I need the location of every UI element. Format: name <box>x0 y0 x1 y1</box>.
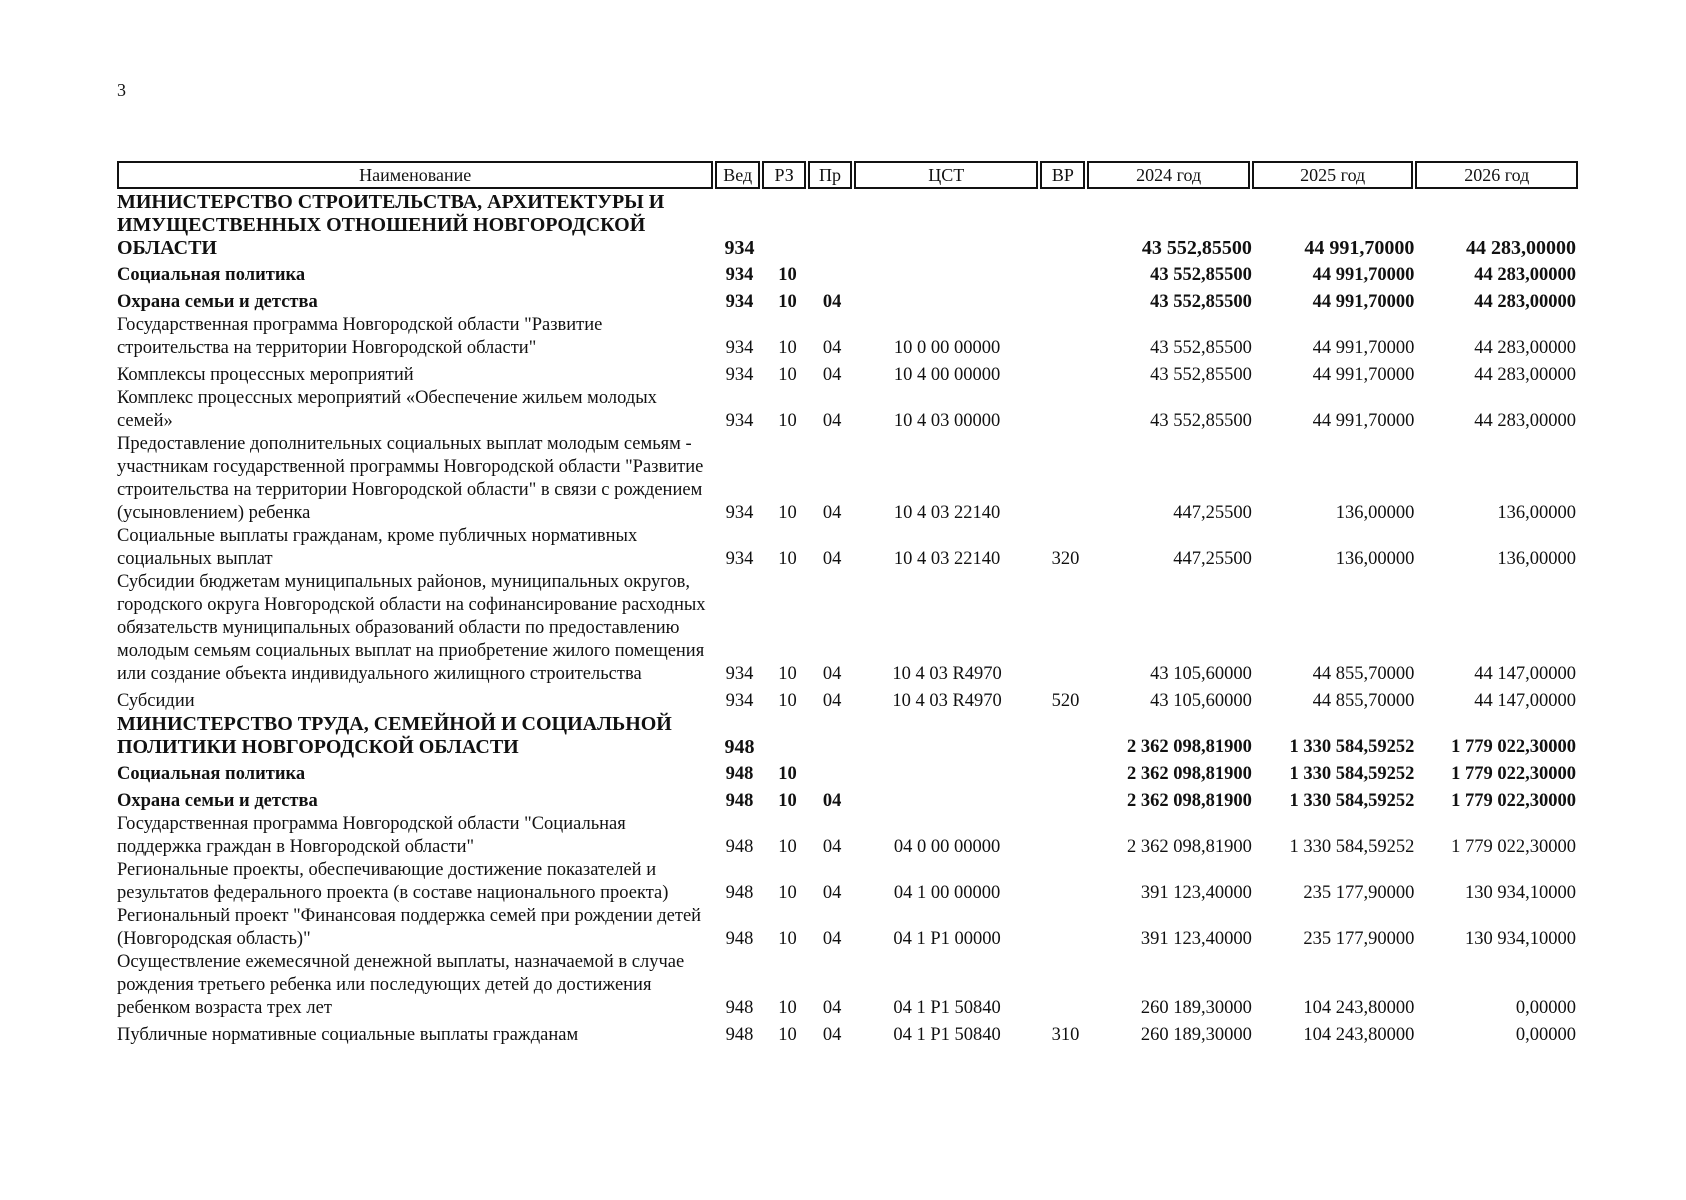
table-row <box>117 387 1578 433</box>
row-name: Публичные нормативные социальные выплаты гражданам <box>117 1025 579 1045</box>
table-row <box>117 951 1578 1020</box>
row-ved: 948 <box>725 791 754 811</box>
row-rz: 10 <box>778 503 797 523</box>
row-name: Охрана семьи и детства <box>117 292 318 312</box>
row-ved: 948 <box>725 929 754 949</box>
row-2026: 1 779 022,30000 <box>1451 737 1576 757</box>
row-cst: 04 1 Р1 50840 <box>893 998 1001 1018</box>
row-2025: 44 991,70000 <box>1312 265 1415 285</box>
row-vr: 310 <box>1051 1025 1080 1045</box>
row-rz: 10 <box>778 338 797 358</box>
row-cst: 10 4 03 22140 <box>893 503 1001 523</box>
row-name: МИНИСТЕРСТВО СТРОИТЕЛЬСТВА, АРХИТЕКТУРЫ И ИМУЩЕСТВЕННЫХ ОТНОШЕНИЙ НОВГОРОДСКОЙ ОБЛАСТИ <box>117 191 665 259</box>
row-2025: 136,00000 <box>1335 549 1415 569</box>
header-2025: 2025 год <box>1252 161 1414 189</box>
row-cst: 10 4 00 00000 <box>893 365 1001 385</box>
row-2024: 2 362 098,81900 <box>1126 764 1252 784</box>
row-ved: 948 <box>725 883 754 903</box>
row-2025: 1 330 584,59252 <box>1289 837 1415 857</box>
row-2026: 44 283,00000 <box>1466 237 1576 259</box>
row-pr: 04 <box>822 929 842 949</box>
row-cst: 10 4 03 R4970 <box>892 691 1002 711</box>
row-2026: 44 283,00000 <box>1474 265 1576 285</box>
row-pr: 04 <box>822 998 842 1018</box>
row-2026: 130 934,10000 <box>1465 883 1576 903</box>
row-ved: 934 <box>725 691 754 711</box>
row-ved: 948 <box>725 998 754 1018</box>
header-rz: РЗ <box>762 161 806 189</box>
table-row <box>117 713 1578 759</box>
row-2026: 0,00000 <box>1515 998 1576 1018</box>
row-name: Государственная программа Новгородской области "Развитие строительства на территории Новгородской области" <box>117 315 603 358</box>
table-row <box>117 525 1578 571</box>
row-rz: 10 <box>778 764 797 784</box>
row-2024: 2 362 098,81900 <box>1126 737 1252 757</box>
row-pr: 04 <box>822 664 842 684</box>
row-2024: 43 552,85500 <box>1150 411 1252 431</box>
row-2024: 2 362 098,81900 <box>1126 791 1252 811</box>
row-pr: 04 <box>822 411 842 431</box>
row-2025: 44 855,70000 <box>1312 664 1415 684</box>
row-2024: 447,25500 <box>1173 549 1252 569</box>
row-2025: 136,00000 <box>1335 503 1415 523</box>
row-2026: 0,00000 <box>1515 1025 1576 1045</box>
row-2024: 391 123,40000 <box>1140 883 1252 903</box>
row-2025: 44 991,70000 <box>1304 237 1415 259</box>
row-name: Государственная программа Новгородской области "Социальная поддержка граждан в Новгородской области" <box>117 814 626 857</box>
table-row <box>117 314 1578 360</box>
row-name: Осуществление ежемесячной денежной выплаты, назначаемой в случае рождения третьего ребенка или последующих детей до достижения ребенком возраста трех лет <box>117 952 685 1018</box>
row-pr: 04 <box>822 691 842 711</box>
header-2026: 2026 год <box>1415 161 1578 189</box>
row-ved: 934 <box>725 411 754 431</box>
row-name: Региональные проекты, обеспечивающие достижение показателей и результатов федерального проекта (в составе национального проекта) <box>117 860 669 903</box>
row-cst: 10 4 03 R4970 <box>892 664 1002 684</box>
row-2025: 44 991,70000 <box>1312 365 1415 385</box>
row-pr: 04 <box>822 292 842 312</box>
row-2025: 235 177,90000 <box>1303 883 1415 903</box>
row-name: Социальная политика <box>117 764 306 784</box>
table-row <box>117 1024 1578 1047</box>
row-2026: 44 283,00000 <box>1474 338 1576 358</box>
row-ved: 948 <box>725 837 754 857</box>
row-2025: 44 991,70000 <box>1312 411 1415 431</box>
row-name: МИНИСТЕРСТВО ТРУДА, СЕМЕЙНОЙ И СОЦИАЛЬНОЙ ПОЛИТИКИ НОВГОРОДСКОЙ ОБЛАСТИ <box>117 713 672 758</box>
row-name: Социальная политика <box>117 265 306 285</box>
table-row <box>117 571 1578 686</box>
row-rz: 10 <box>778 998 797 1018</box>
row-cst: 04 1 Р1 00000 <box>893 929 1001 949</box>
budget-table <box>117 161 1578 1047</box>
row-pr: 04 <box>822 503 842 523</box>
row-ved: 934 <box>725 292 754 312</box>
row-2024: 43 105,60000 <box>1150 664 1252 684</box>
row-2026: 1 779 022,30000 <box>1451 837 1576 857</box>
row-2024: 43 105,60000 <box>1150 691 1252 711</box>
row-ved: 934 <box>725 365 754 385</box>
row-2025: 44 991,70000 <box>1312 338 1415 358</box>
header-cst: ЦСТ <box>854 161 1038 189</box>
row-2026: 44 283,00000 <box>1474 365 1576 385</box>
row-2026: 136,00000 <box>1497 503 1576 523</box>
header-pr: Пр <box>808 161 852 189</box>
table-row <box>117 291 1578 314</box>
row-name: Предоставление дополнительных социальных выплат молодым семьям - участникам государственной программы Новгородской области "Развитие строительства на территории Новгородской области" в связи с рождением (усыновлением) ребенка <box>117 434 704 523</box>
row-rz: 10 <box>778 664 797 684</box>
row-rz: 10 <box>778 837 797 857</box>
row-2026: 136,00000 <box>1497 549 1576 569</box>
row-pr: 04 <box>822 549 842 569</box>
header-name: Наименование <box>117 161 713 189</box>
header-2024: 2024 год <box>1087 161 1250 189</box>
row-rz: 10 <box>778 791 797 811</box>
row-2024: 43 552,85500 <box>1150 265 1252 285</box>
row-ved: 948 <box>725 764 754 784</box>
table-row <box>117 690 1578 713</box>
row-name: Региональный проект "Финансовая поддержка семей при рождении детей (Новгородская область)" <box>117 906 702 949</box>
row-2025: 1 330 584,59252 <box>1289 737 1415 757</box>
row-rz: 10 <box>778 691 797 711</box>
header-vr: ВР <box>1040 161 1085 189</box>
row-pr: 04 <box>822 365 842 385</box>
row-rz: 10 <box>778 292 797 312</box>
row-name: Охрана семьи и детства <box>117 791 318 811</box>
row-2025: 44 855,70000 <box>1312 691 1415 711</box>
row-2026: 44 147,00000 <box>1474 664 1576 684</box>
row-cst: 10 4 03 22140 <box>893 549 1001 569</box>
row-pr: 04 <box>822 791 842 811</box>
row-rz: 10 <box>778 1025 797 1045</box>
table-header <box>117 161 1578 189</box>
row-2026: 130 934,10000 <box>1465 929 1576 949</box>
row-rz: 10 <box>778 549 797 569</box>
row-rz: 10 <box>778 411 797 431</box>
row-2025: 1 330 584,59252 <box>1289 791 1415 811</box>
row-2025: 44 991,70000 <box>1312 292 1415 312</box>
row-pr: 04 <box>822 338 842 358</box>
row-cst: 04 1 00 00000 <box>893 883 1001 903</box>
table-row <box>117 859 1578 905</box>
row-ved: 934 <box>725 503 754 523</box>
row-pr: 04 <box>822 1025 842 1045</box>
row-cst: 04 0 00 00000 <box>893 837 1001 857</box>
row-rz: 10 <box>778 883 797 903</box>
row-cst: 04 1 Р1 50840 <box>893 1025 1001 1045</box>
page-number: 3 <box>117 80 126 100</box>
row-ved: 934 <box>725 549 754 569</box>
table-row <box>117 790 1578 813</box>
row-2024: 43 552,85500 <box>1141 237 1252 259</box>
row-2024: 260 189,30000 <box>1140 1025 1252 1045</box>
row-name: Комплексы процессных мероприятий <box>117 365 414 385</box>
row-name: Социальные выплаты гражданам, кроме публичных нормативных социальных выплат <box>117 526 638 569</box>
row-rz: 10 <box>778 265 797 285</box>
row-vr: 320 <box>1051 549 1080 569</box>
row-rz: 10 <box>778 929 797 949</box>
table-row <box>117 364 1578 387</box>
row-2025: 104 243,80000 <box>1303 1025 1415 1045</box>
row-ved: 934 <box>725 265 754 285</box>
row-2026: 44 283,00000 <box>1474 292 1576 312</box>
row-cst: 10 0 00 00000 <box>893 338 1001 358</box>
table-row <box>117 813 1578 859</box>
row-2024: 43 552,85500 <box>1150 292 1252 312</box>
row-2024: 260 189,30000 <box>1140 998 1252 1018</box>
table-row <box>117 433 1578 525</box>
row-cst: 10 4 03 00000 <box>893 411 1001 431</box>
row-vr: 520 <box>1051 691 1080 711</box>
row-rz: 10 <box>778 365 797 385</box>
table-row <box>117 191 1578 260</box>
row-name: Комплекс процессных мероприятий «Обеспечение жильем молодых семей» <box>117 388 657 431</box>
row-ved: 948 <box>725 1025 754 1045</box>
row-2026: 1 779 022,30000 <box>1451 791 1576 811</box>
row-2024: 2 362 098,81900 <box>1126 837 1252 857</box>
row-name: Субсидии <box>117 691 195 711</box>
row-2025: 235 177,90000 <box>1303 929 1415 949</box>
row-2026: 44 147,00000 <box>1474 691 1576 711</box>
table-row <box>117 763 1578 786</box>
row-ved: 934 <box>725 664 754 684</box>
row-2026: 1 779 022,30000 <box>1451 764 1576 784</box>
row-name: Субсидии бюджетам муниципальных районов, муниципальных округов, городского округа Новгородской области на софинансирование расходных обязательств муниципальных образований области по предоставлению молодым семьям социальных выплат на приобретение жилого помещения или создание объекта индивидуального жилищного строительства <box>117 572 706 684</box>
header-ved: Вед <box>715 161 760 189</box>
table-row <box>117 264 1578 287</box>
row-2024: 447,25500 <box>1173 503 1252 523</box>
row-2026: 44 283,00000 <box>1474 411 1576 431</box>
row-2024: 43 552,85500 <box>1150 365 1252 385</box>
row-ved: 934 <box>724 237 755 259</box>
row-2025: 1 330 584,59252 <box>1289 764 1415 784</box>
row-2024: 391 123,40000 <box>1140 929 1252 949</box>
row-pr: 04 <box>822 883 842 903</box>
table-row <box>117 905 1578 951</box>
row-2024: 43 552,85500 <box>1150 338 1252 358</box>
row-2025: 104 243,80000 <box>1303 998 1415 1018</box>
row-pr: 04 <box>822 837 842 857</box>
row-ved: 948 <box>724 736 755 758</box>
row-ved: 934 <box>725 338 754 358</box>
